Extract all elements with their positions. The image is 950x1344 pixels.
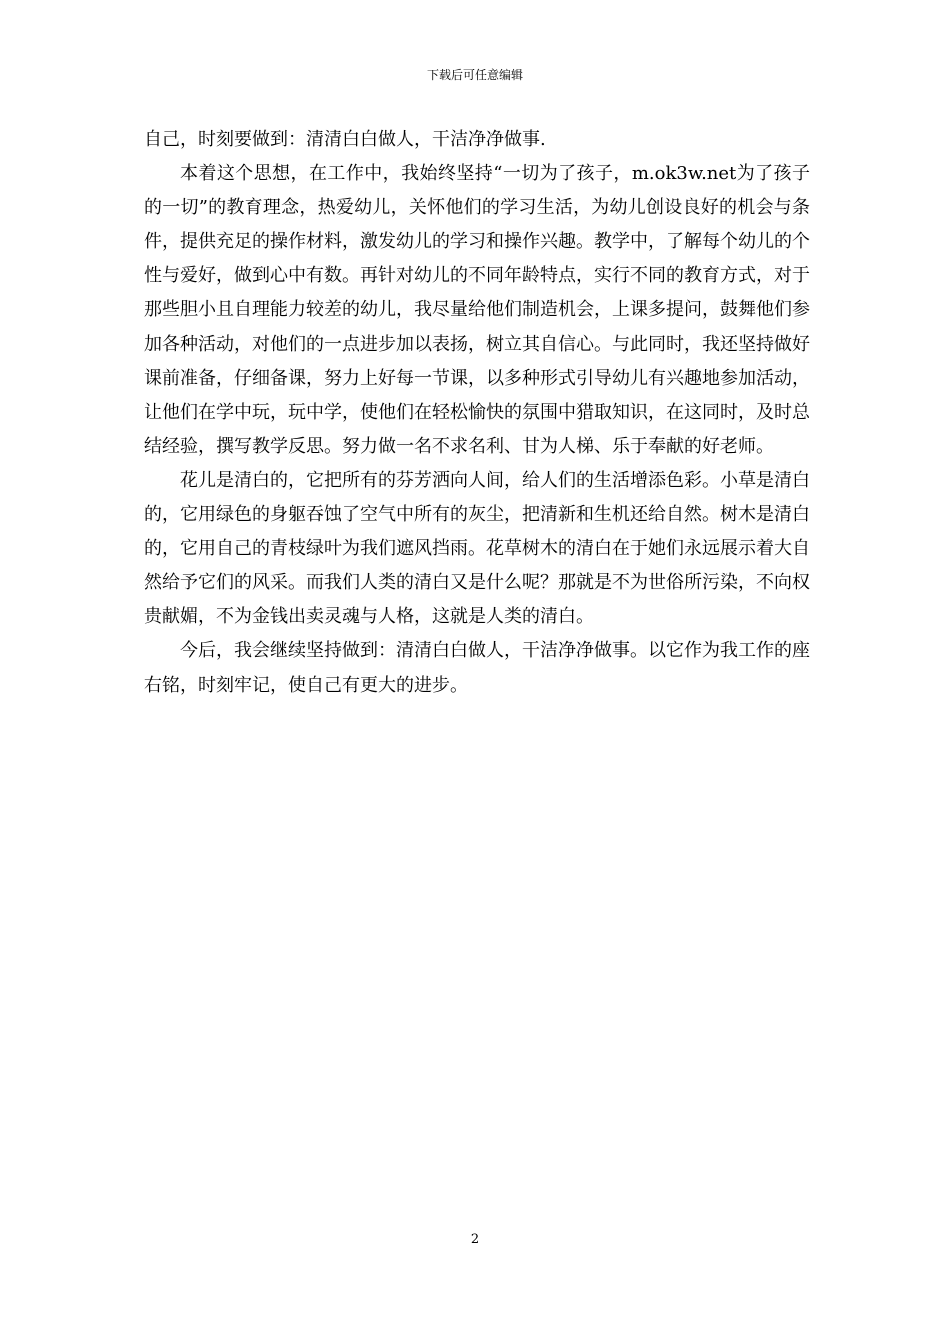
paragraph: 花儿是清白的，它把所有的芬芳洒向人间，给人们的生活增添色彩。小草是清白的，它用绿色的身躯吞蚀了空气中所有的灰尘，把清新和生机还给自然。树木是清白的，它用自己的青枝绿叶为我们遮风挡雨。花草树木的清白在于她们永远展示着大自然给予它们的风采。而我们人类的清白又是什么呢？那就是不为世俗所污染，不向权贵献媚，不为金钱出卖灵魂与人格，这就是人类的清白。 [144, 469, 810, 628]
paragraph: 今后，我会继续坚持做到：清清白白做人，干洁净净做事。以它作为我工作的座右铭，时刻牢记，使自己有更大的进步。 [144, 640, 810, 696]
document-body [144, 123, 810, 703]
paragraph: 本着这个思想，在工作中，我始终坚持“一切为了孩子，m.ok3w.net为了孩子的一切”的教育理念，热爱幼儿，关怀他们的学习生活，为幼儿创设良好的机会与条件，提供充足的操作材料，激发幼儿的学习和操作兴趣。教学中，了解每个幼儿的个性与爱好，做到心中有数。再针对幼儿的不同年龄特点，实行不同的教育方式，对于那些胆小且自理能力较差的幼儿，我尽量给他们制造机会，上课多提问，鼓舞他们参加各种活动，对他们的一点进步加以表扬，树立其自信心。与此同时，我还坚持做好课前准备，仔细备课，努力上好每一节课，以多种形式引导幼儿有兴趣地参加活动，让他们在学中玩，玩中学，使他们在轻松愉快的氛围中猎取知识，在这同时，及时总结经验，撰写教学反思。努力做一名不求名利、甘为人梯、乐于奉献的好老师。 [144, 163, 810, 457]
page-header: 下载后可任意编辑 [426, 68, 523, 82]
paragraph-continuation: 自己，时刻要做到：清清白白做人，干洁净净做事. [144, 129, 546, 150]
page-number: 2 [470, 1232, 480, 1247]
